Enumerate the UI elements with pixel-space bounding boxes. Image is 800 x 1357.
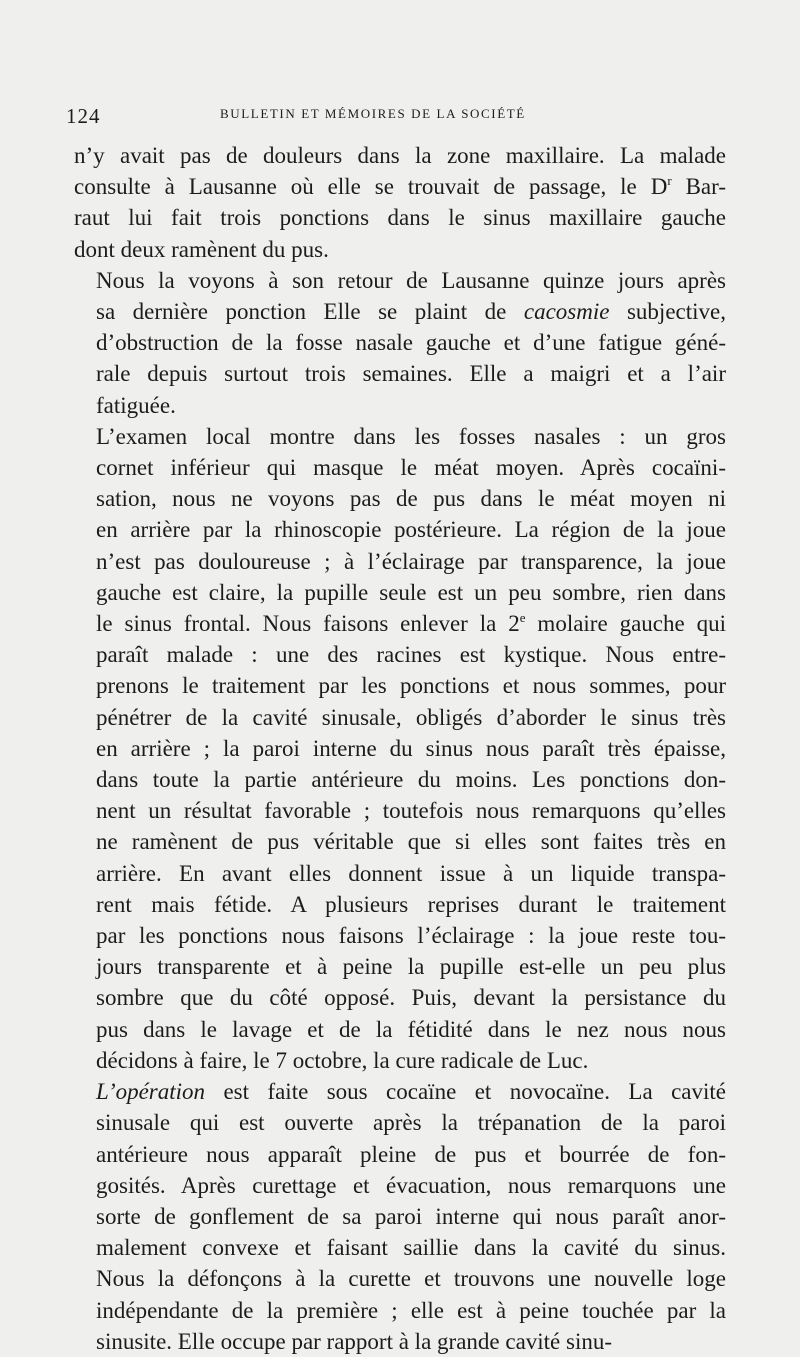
text-line: sombre que du côté opposé. Puis, devant la persistance du xyxy=(96,985,726,1011)
text-line: gauche est claire, la pupille seule est un peu sombre, rien dans xyxy=(96,579,726,605)
text-line: paraît malade : une des racines est kystique. Nous entre- xyxy=(96,642,726,668)
body-text xyxy=(74,140,726,1357)
text-line: Nous la défonçons à la curette et trouvons une nouvelle loge xyxy=(96,1266,726,1292)
text-line: ne ramènent de pus véritable que si elles sont faites très en xyxy=(96,829,726,855)
text-line: pus dans le lavage et de la fétidité dans le nez nous nous xyxy=(96,1016,726,1042)
text-line: cornet inférieur qui masque le méat moyen. Après cocaïni- xyxy=(96,455,726,481)
text-line: consulte à Lausanne où elle se trouvait de passage, le $D^r$ Bar- xyxy=(74,173,726,200)
page-number: 124 xyxy=(66,104,101,128)
text-line: prenons le traitement par les ponctions et nous sommes, pour xyxy=(96,673,726,699)
text-line: indépendante de la première ; elle est à peine touchée par la xyxy=(96,1297,726,1323)
text-line: dans toute la partie antérieure du moins. Les ponctions don- xyxy=(96,767,726,793)
text-line: rent mais fétide. A plusieurs reprises durant le traitement xyxy=(96,891,726,917)
paragraph xyxy=(74,1076,726,1357)
text-line: nent un résultat favorable ; toutefois nous remarquons qu’elles xyxy=(96,798,726,824)
text-line: Nous la voyons à son retour de Lausanne quinze jours après xyxy=(96,267,726,293)
page-header xyxy=(66,100,726,130)
text-line: décidons à faire, le 7 octobre, la cure radicale de Luc. xyxy=(96,1047,589,1073)
text-line: n’y avait pas de douleurs dans la zone maxillaire. La malade xyxy=(74,143,726,168)
text-line: jours transparente et à peine la pupille est-elle un peu plus xyxy=(96,954,726,980)
text-line: dont deux ramènent du pus. xyxy=(74,236,329,262)
text-line: malement convexe et faisant saillie dans la cavité du sinus. xyxy=(96,1235,726,1261)
text-line: fatiguée. xyxy=(96,392,176,418)
text-line: n’est pas douloureuse ; à l’éclairage par transparence, la joue xyxy=(96,548,726,574)
text-line: par les ponctions nous faisons l’éclairage : la joue reste tou- xyxy=(96,923,726,949)
paragraph xyxy=(74,421,726,1076)
text-line: d’obstruction de la fosse nasale gauche et d’une fatigue géné- xyxy=(96,330,726,356)
text-line: sorte de gonflement de sa paroi interne qui nous paraît anor- xyxy=(96,1203,726,1229)
text-line: en arrière par la rhinoscopie postérieure. La région de la joue xyxy=(96,517,726,543)
paragraph xyxy=(74,265,726,421)
text-line: sinusale qui est ouverte après la trépanation de la paroi xyxy=(96,1110,726,1136)
text-line: L’examen local montre dans les fosses nasales : un gros xyxy=(96,423,726,449)
text-line: le sinus frontal. Nous faisons enlever la 2e molaire gauche qui xyxy=(96,610,726,637)
text-line: sation, nous ne voyons pas de pus dans le méat moyen ni xyxy=(96,486,726,512)
text-line: sa dernière ponction Elle se plaint de cacosmie subjective, xyxy=(96,299,726,325)
text-line: raut lui fait trois ponctions dans le sinus maxillaire gauche xyxy=(74,205,726,231)
text-line: gosités. Après curettage et évacuation, nous remarquons une xyxy=(96,1172,726,1198)
text-line: antérieure nous apparaît pleine de pus et bourrée de fon- xyxy=(96,1141,726,1167)
running-head: BULLETIN ET MÉMOIRES DE LA SOCIÉTÉ xyxy=(220,106,526,121)
text-line: en arrière ; la paroi interne du sinus nous paraît très épaisse, xyxy=(96,735,726,761)
text-line: pénétrer de la cavité sinusale, obligés d’aborder le sinus très xyxy=(96,704,726,730)
text-line: rale depuis surtout trois semaines. Elle a maigri et a l’air xyxy=(96,361,726,387)
text-line: sinusite. Elle occupe par rapport à la grande cavité sinu- xyxy=(96,1328,613,1354)
text-line: arrière. En avant elles donnent issue à un liquide transpa- xyxy=(96,860,726,886)
paragraph xyxy=(74,140,726,265)
text-line: L’opération est faite sous cocaïne et novocaïne. La cavité xyxy=(96,1079,726,1105)
